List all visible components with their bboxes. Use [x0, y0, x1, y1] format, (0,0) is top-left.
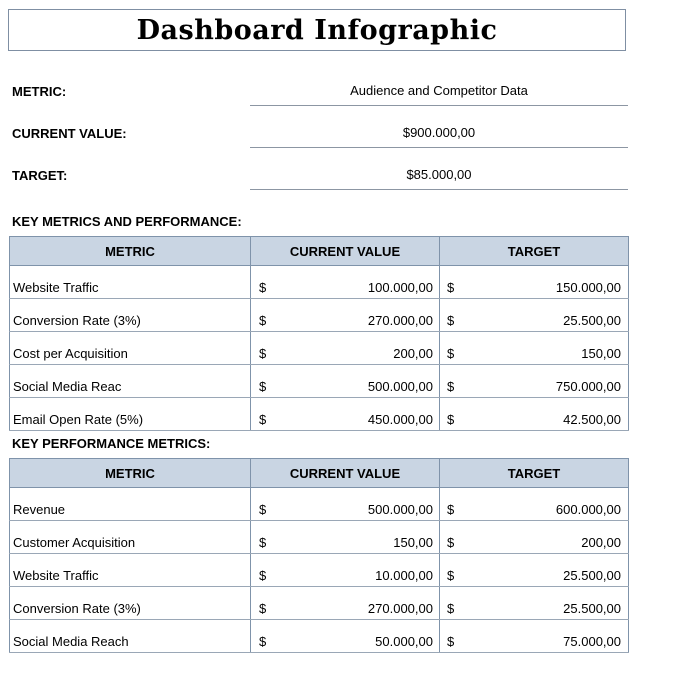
current-value-number: 50.000,00: [375, 634, 433, 649]
target-number: 25.500,00: [563, 601, 621, 616]
currency-symbol: $: [259, 379, 267, 394]
metric-cell: Cost per Acquisition: [10, 332, 251, 365]
target-cell: [440, 488, 629, 521]
metric-label: METRIC:: [12, 84, 67, 99]
currency-symbol: $: [447, 346, 455, 361]
current-value-number: 200,00: [393, 346, 433, 361]
table-row: [10, 365, 629, 398]
currency-symbol: $: [259, 502, 267, 517]
target-number: 150,00: [581, 346, 621, 361]
metric-cell: Revenue: [10, 488, 251, 521]
column-header-current-value: CURRENT VALUE: [251, 237, 440, 266]
target-number: 42.500,00: [563, 412, 621, 427]
current-value-number: 270.000,00: [367, 313, 433, 328]
table-row: [10, 266, 629, 299]
metric-cell: Email Open Rate (5%): [10, 398, 251, 431]
currency-symbol: $: [259, 601, 267, 616]
target-cell: [440, 620, 629, 653]
target-cell: [440, 554, 629, 587]
target-value: $85.000,00: [250, 160, 628, 190]
metric-cell: Conversion Rate (3%): [10, 299, 251, 332]
metric-cell: Social Media Reach: [10, 620, 251, 653]
currency-symbol: $: [447, 568, 455, 583]
table-row: [10, 521, 629, 554]
current-value-cell: [251, 521, 440, 554]
target-cell: [440, 299, 629, 332]
table-row: [10, 332, 629, 365]
target-cell: [440, 266, 629, 299]
table-row: [10, 299, 629, 332]
section-title-key-metrics: KEY METRICS AND PERFORMANCE:: [12, 214, 242, 229]
page-title: Dashboard Infographic: [136, 14, 498, 46]
current-value-number: 450.000,00: [367, 412, 433, 427]
target-cell: [440, 587, 629, 620]
table-row: [10, 620, 629, 653]
target-cell: [440, 398, 629, 431]
currency-symbol: $: [259, 535, 267, 550]
target-number: 750.000,00: [555, 379, 621, 394]
column-header-metric: METRIC: [10, 237, 251, 266]
target-number: 150.000,00: [555, 280, 621, 295]
table-row: [10, 488, 629, 521]
section-title-performance-metrics: KEY PERFORMANCE METRICS:: [12, 436, 211, 451]
currency-symbol: $: [447, 379, 455, 394]
metric-cell: Conversion Rate (3%): [10, 587, 251, 620]
current-value-cell: [251, 587, 440, 620]
current-value-number: 500.000,00: [367, 379, 433, 394]
current-value-cell: [251, 554, 440, 587]
currency-symbol: $: [447, 412, 455, 427]
performance-metrics-table: [9, 458, 629, 653]
current-value-cell: [251, 332, 440, 365]
currency-symbol: $: [447, 313, 455, 328]
metric-cell: Customer Acquisition: [10, 521, 251, 554]
target-cell: [440, 365, 629, 398]
column-header-metric: METRIC: [10, 459, 251, 488]
metric-cell: Social Media Reac: [10, 365, 251, 398]
target-number: 25.500,00: [563, 313, 621, 328]
currency-symbol: $: [447, 280, 455, 295]
target-cell: [440, 521, 629, 554]
current-value-number: 150,00: [393, 535, 433, 550]
current-value-cell: [251, 266, 440, 299]
current-value-number: 270.000,00: [367, 601, 433, 616]
current-value-cell: [251, 488, 440, 521]
column-header-target: TARGET: [440, 459, 629, 488]
table-row: [10, 587, 629, 620]
current-value-cell: [251, 620, 440, 653]
current-value-cell: [251, 299, 440, 332]
metric-value: Audience and Competitor Data: [250, 76, 628, 106]
target-number: 75.000,00: [563, 634, 621, 649]
target-cell: [440, 332, 629, 365]
target-number: 25.500,00: [563, 568, 621, 583]
target-number: 200,00: [581, 535, 621, 550]
currency-symbol: $: [447, 535, 455, 550]
current-value-number: 100.000,00: [367, 280, 433, 295]
table-row: [10, 554, 629, 587]
key-metrics-table: [9, 236, 629, 431]
column-header-current-value: CURRENT VALUE: [251, 459, 440, 488]
target-label: TARGET:: [12, 168, 68, 183]
column-header-target: TARGET: [440, 237, 629, 266]
current-value: $900.000,00: [250, 118, 628, 148]
table-row: [10, 398, 629, 431]
currency-symbol: $: [447, 502, 455, 517]
currency-symbol: $: [259, 313, 267, 328]
title-box: [8, 9, 626, 51]
currency-symbol: $: [259, 634, 267, 649]
current-value-number: 500.000,00: [367, 502, 433, 517]
currency-symbol: $: [259, 568, 267, 583]
current-value-number: 10.000,00: [375, 568, 433, 583]
currency-symbol: $: [447, 634, 455, 649]
currency-symbol: $: [259, 346, 267, 361]
metric-cell: Website Traffic: [10, 266, 251, 299]
target-number: 600.000,00: [555, 502, 621, 517]
current-value-cell: [251, 365, 440, 398]
current-value-cell: [251, 398, 440, 431]
currency-symbol: $: [447, 601, 455, 616]
current-value-label: CURRENT VALUE:: [12, 126, 127, 141]
currency-symbol: $: [259, 412, 267, 427]
currency-symbol: $: [259, 280, 267, 295]
metric-cell: Website Traffic: [10, 554, 251, 587]
